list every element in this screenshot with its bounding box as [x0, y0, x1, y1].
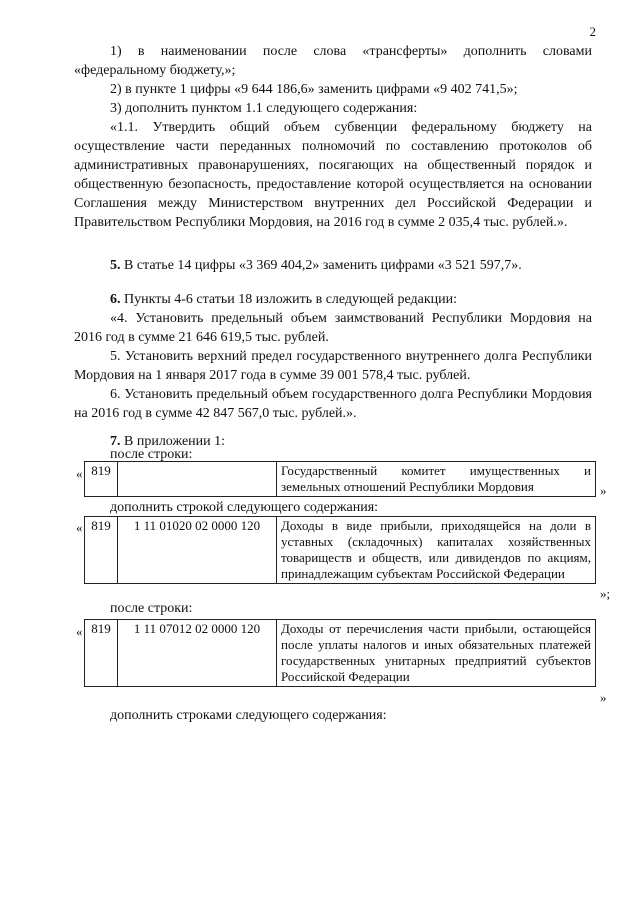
table2-close-quote: »; [600, 586, 611, 601]
item-5-text: В статье 14 цифры «3 369 404,2» заменить цифрами «3 521 597,7». [120, 258, 522, 273]
after-row-label-1: после строки: [110, 447, 193, 462]
item-5 [74, 256, 592, 275]
table-row-1 [84, 461, 596, 497]
table-row-2 [84, 516, 596, 584]
table1-name: Государственный комитет имущественных и земельных отношений Республики Мордовия [277, 462, 596, 497]
table1-kbk [118, 462, 277, 497]
table2-name: Доходы в виде прибыли, приходящейся на доли в уставных (складочных) капиталах хозяйственных товариществ и обществ, или дивидендов по акциям, принадлежащим субъектам Российской Федерации [277, 517, 596, 584]
table1-close-quote: » [600, 483, 607, 498]
item-6-text: Пункты 4-6 статьи 18 изложить в следующей редакции: [120, 292, 458, 307]
table2-code: 819 [85, 517, 118, 584]
add-row-label: дополнить строкой следующего содержания: [110, 500, 379, 515]
table3-kbk: 1 11 07012 02 0000 120 [118, 620, 277, 687]
table2-open-quote: « [76, 520, 83, 535]
table2-kbk: 1 11 01020 02 0000 120 [118, 517, 277, 584]
table3-name: Доходы от перечисления части прибыли, остающейся после уплаты налогов и иных обязательных платежей государственных унитарных предприятий субъектов Российской Федерации [277, 620, 596, 687]
table1-code: 819 [85, 462, 118, 497]
page-number: 2 [589, 24, 596, 39]
item-6 [74, 290, 592, 309]
item-6-line-5: 5. Установить верхний предел государственного внутреннего долга Республики Мордовия на 1 января 2017 года в сумме 39 001 578,4 тыс. рублей. [74, 349, 592, 383]
item-6-line-6: 6. Установить предельный объем государственного долга Республики Мордовия на 2016 год в сумме 42 847 567,0 тыс. рублей.». [74, 387, 592, 421]
intro-item-1: 1) в наименовании после слова «трансферты» дополнить словами «федеральному бюджету,»; [74, 44, 592, 78]
intro-item-2: 2) в пункте 1 цифры «9 644 186,6» заменить цифрами «9 402 741,5»; [110, 82, 518, 97]
intro-item-3: 3) дополнить пунктом 1.1 следующего содержания: [110, 101, 418, 116]
table-row-3 [84, 619, 596, 687]
table3-close-quote: » [600, 690, 607, 705]
after-row-label-2: после строки: [110, 601, 193, 616]
table-row [85, 620, 596, 687]
table3-code: 819 [85, 620, 118, 687]
item-7-number: 7. [110, 434, 121, 449]
table-row [85, 517, 596, 584]
table3-open-quote: « [76, 624, 83, 639]
table-row [85, 462, 596, 497]
intro-item-1-1: «1.1. Утвердить общий объем субвенции федеральному бюджету на осуществление части переданных полномочий по составлению протоколов об административных правонарушениях, посягающих на общественный порядок и общественную безопасность, предоставление которой осуществляется на основании Соглашения между Министерством внутренних дел Российской Федерации и Правительством Республики Мордовия, на 2016 год в сумме 2 035,4 тыс. рублей.». [74, 120, 592, 230]
add-rows-label: дополнить строками следующего содержания: [110, 708, 387, 723]
table1-open-quote: « [76, 466, 83, 481]
item-6-line-4: «4. Установить предельный объем заимствований Республики Мордовия на 2016 год в сумме 21 646 619,5 тыс. рублей. [74, 311, 592, 345]
item-5-number: 5. [110, 258, 121, 273]
item-6-number: 6. [110, 292, 121, 307]
item-7-text: В приложении 1: [120, 434, 226, 449]
